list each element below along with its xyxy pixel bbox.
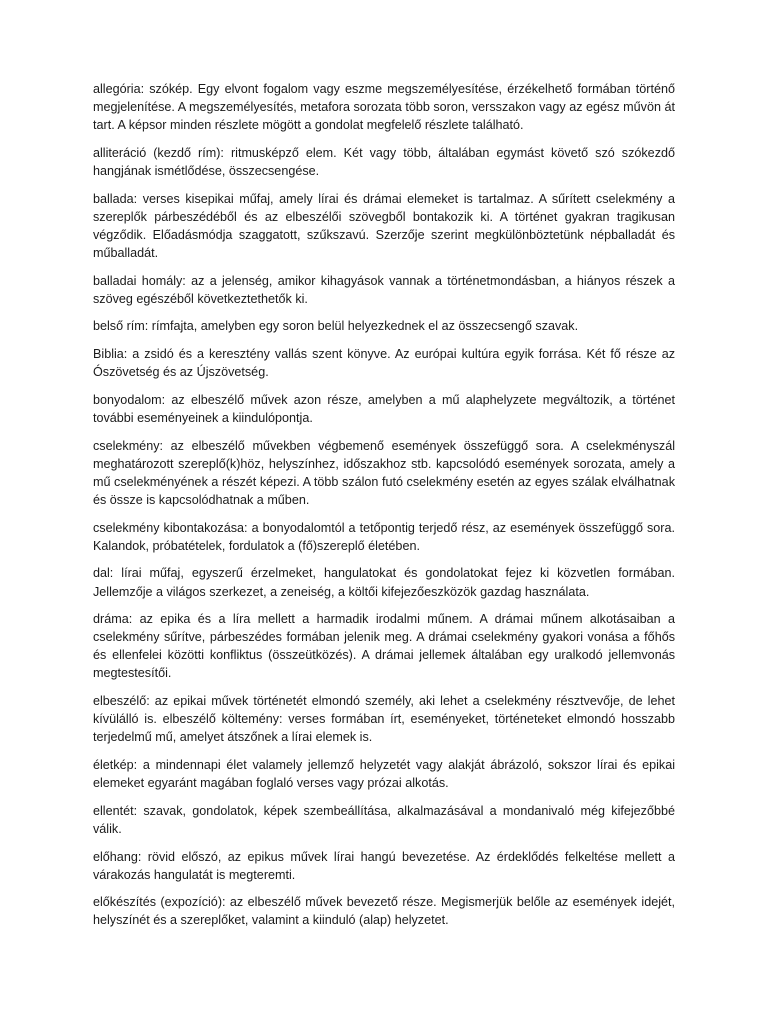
glossary-entry-elohang: előhang: rövid előszó, az epikus művek lírai hangú bevezetése. Az érdeklődés felkeltése mellett a várakozás hangulatát is megteremti. [93,849,675,882]
glossary-entry-elbeszelo: elbeszélő: az epikai művek történetét elmondó személy, aki lehet a cselekmény résztvevője, de lehet kívülálló is. elbeszélő költemény: verses formában írt, eseményeket, történeteket elmondó hosszabb terjedelmű mű, amelyet átszőnek a lírai elemek is. [93,694,675,745]
glossary-entry-balladai-homaly: balladai homály: az a jelenség, amikor kihagyások vannak a történetmondásban, a hiányos részek a szöveg egészéből következtethetők ki. [93,273,675,306]
glossary-entry-ellentet: ellentét: szavak, gondolatok, képek szembeállítása, alkalmazásával a mondanivaló még kifejezőbbé válik. [93,803,675,836]
glossary-entry-drama: dráma: az epika és a líra mellett a harmadik irodalmi műnem. A drámai műnem alkotásaiban a cselekmény sűrítve, párbeszédes formában jelenik meg. A drámai cselekmény gyakori vonása a főhős és ellenfelei közötti konfliktus (összeütközés). A drámai jellemek általában egy uralkodó jellemvonás megtestesítői. [93,612,675,681]
glossary-document [93,80,675,939]
glossary-entry-biblia: Biblia: a zsidó és a keresztény vallás szent könyve. Az európai kultúra egyik forrása. Két fő része az Ószövetség és az Újszövetség. [93,347,675,380]
glossary-entry-bonyodalom: bonyodalom: az elbeszélő művek azon része, amelyben a mű alaphelyzete megváltozik, a történet további eseményeinek a kiindulópontja. [93,392,675,425]
glossary-entry-cselekmeny-kibontakozasa: cselekmény kibontakozása: a bonyodalomtól a tetőpontig terjedő rész, az események összefüggő sora. Kalandok, próbatételek, fordulatok a (fő)szereplő életében. [93,520,675,553]
glossary-entry-ballada: ballada: verses kisepikai műfaj, amely lírai és drámai elemeket is tartalmaz. A sűrített cselekmény a szereplők párbeszédéből és az elbeszélői szövegből bontakozik ki. A történet gyakran tragikusan végződik. Előadásmódja szaggatott, szűkszavú. Szerzője szerint megkülönböztetünk népballadát és műballadát. [93,191,675,260]
glossary-entry-belso-rim: belső rím: rímfajta, amelyben egy soron belül helyezkednek el az összecsengő szavak. [93,319,579,334]
glossary-entry-alliteracio: alliteráció (kezdő rím): ritmusképző elem. Két vagy több, általában egymást követő szó szókezdő hangjának ismétlődése, összecsengése. [93,145,675,178]
glossary-entry-cselekmeny: cselekmény: az elbeszélő művekben végbemenő események összefüggő sora. A cselekményszál meghatározott szereplő(k)höz, helyszínhez, időszakhoz stb. kapcsolódó események sorozata, amely a mű cselekményének a részét képezi. A több szálon futó cselekmény esetén az egyes szálak elválhatnak és össze is kapcsolódhatnak a műben. [93,438,675,507]
glossary-entry-elokeszites: előkészítés (expozíció): az elbeszélő művek bevezető része. Megismerjük belőle az események idejét, helyszínét és a szereplőket, valamint a kiinduló (alap) helyzetet. [93,895,675,928]
glossary-entry-eletkep: életkép: a mindennapi élet valamely jellemző helyzetét vagy alakját ábrázoló, sokszor lírai és epikai elemeket egyaránt magában foglaló verses vagy prózai alkotás. [93,758,675,791]
glossary-entry-dal: dal: lírai műfaj, egyszerű érzelmeket, hangulatokat és gondolatokat fejez ki közvetlen formában. Jellemzője a világos szerkezet, a zeneiség, a költői kifejezőeszközök gazdag használata. [93,566,675,599]
glossary-entry-allegoria: allegória: szókép. Egy elvont fogalom vagy eszme megszemélyesítése, érzékelhető formában történő megjelenítése. A megszemélyesítés, metafora sorozata több soron, versszakon vagy az egész művön át tart. A képsor minden részlete mögött a gondolat megfelelő részlete található. [93,82,675,133]
